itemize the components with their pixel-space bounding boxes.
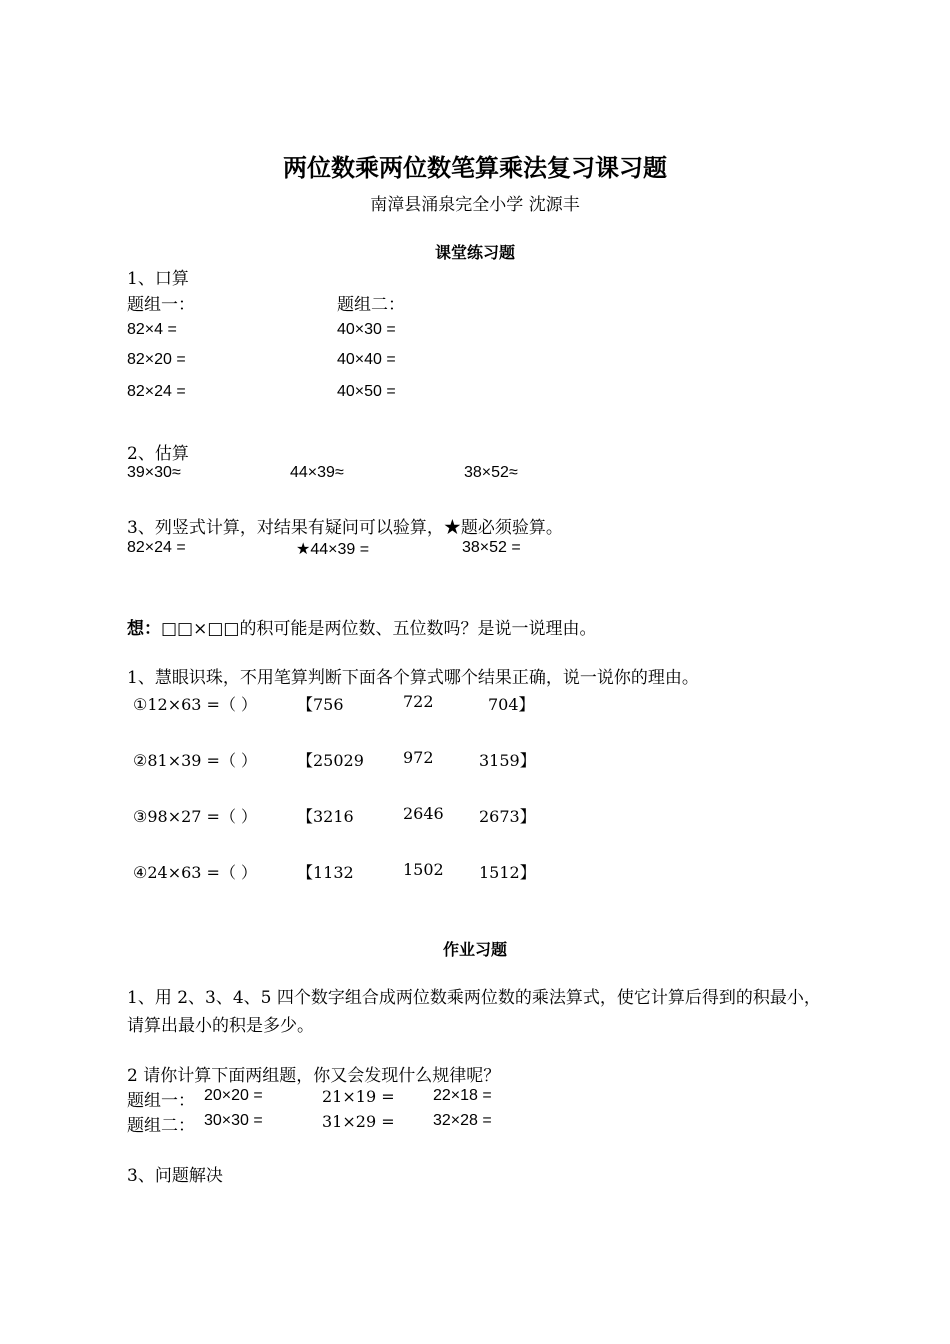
hw-group1-label: 题组一： [127,1091,195,1111]
hw-item: 32×28 = [433,1112,492,1129]
judge-expression: ①12×63 =（ ） [133,695,258,714]
vertical-calc-item: ★44×39 = [296,541,370,558]
estimate-item: 44×39≈ [290,464,344,481]
judge-option: 2673】 [479,807,536,826]
judge-option: 722 [403,692,434,711]
oral-item: 82×20 = [127,351,186,368]
question-1-label: 1、口算 [127,269,189,289]
judge-option: 【756 [297,695,344,714]
oral-item: 40×40 = [337,351,396,368]
section-heading-homework: 作业习题 [442,940,507,959]
hw-item: 21×19 = [322,1087,395,1106]
document-title: 两位数乘两位数笔算乘法复习课习题 [283,153,667,182]
vertical-calc-item: 38×52 = [462,539,521,556]
think-label: 想： [127,619,161,639]
oral-item: 40×30 = [337,321,396,338]
think-prompt [127,614,597,639]
judge-expression: ④24×63 =（ ） [133,863,258,882]
hw-item: 22×18 = [433,1087,492,1104]
oral-item: 82×4 = [127,321,177,338]
hw-item: 31×29 = [322,1112,395,1131]
oral-item: 82×24 = [127,383,186,400]
judge-expression: ②81×39 =（ ） [133,751,258,770]
judge-option: 【1132 [297,863,354,882]
hw-item: 30×30 = [204,1112,263,1129]
homework-question-1: 1、用 2、3、4、5 四个数字组合成两位数乘两位数的乘法算式，使它计算后得到的积最小，请算出最小的积是多少。 [127,988,821,1036]
judge-option: 1512】 [479,863,536,882]
judge-option: 【3216 [297,807,354,826]
judge-option: 972 [403,748,434,767]
hw-item: 20×20 = [204,1087,263,1104]
homework-question-2-label: 2 请你计算下面两组题，你又会发现什么规律呢？ [127,1066,501,1086]
judge-option: 704】 [488,695,535,714]
question-judge-label: 1、慧眼识珠，不用笔算判断下面各个算式哪个结果正确，说一说你的理由。 [127,668,699,688]
judge-option: 3159】 [479,751,536,770]
author-line: 南漳县涌泉完全小学 沈源丰 [370,195,580,215]
question-2-label: 2、估算 [127,444,189,464]
group1-label: 题组一： [127,295,195,315]
estimate-item: 38×52≈ [464,464,518,481]
oral-item: 40×50 = [337,383,396,400]
homework-question-3-label: 3、问题解决 [127,1166,223,1186]
judge-option: 【25029 [297,751,364,770]
section-heading-classwork: 课堂练习题 [434,243,515,262]
group2-label: 题组二： [337,295,405,315]
estimate-item: 39×30≈ [127,464,181,481]
judge-option: 2646 [403,804,444,823]
hw-group2-label: 题组二： [127,1116,195,1136]
judge-expression: ③98×27 =（ ） [133,807,258,826]
vertical-calc-item: 82×24 = [127,539,186,556]
think-text: □□×□□的积可能是两位数、五位数吗？是说一说理由。 [161,619,597,639]
judge-option: 1502 [403,860,444,879]
question-3-label: 3、列竖式计算，对结果有疑问可以验算，★题必须验算。 [127,518,563,538]
